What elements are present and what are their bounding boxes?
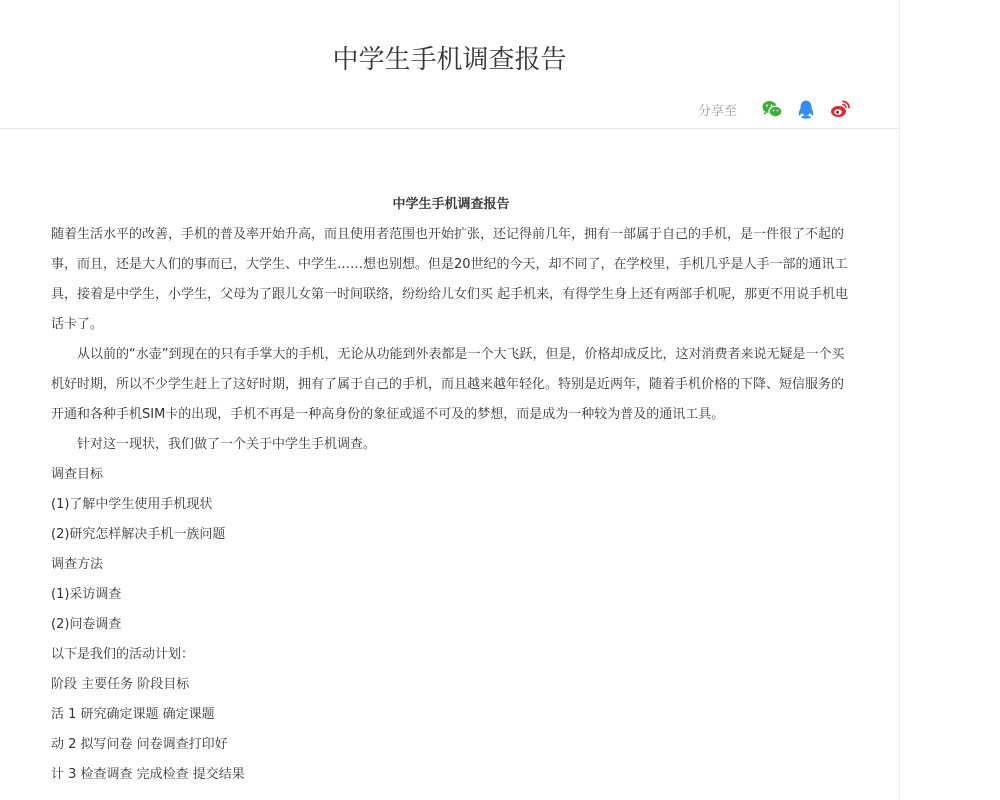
share-label: 分享至 — [697, 103, 737, 119]
article-paragraph: 随着生活水平的改善，手机的普及率开始升高，而且使用者范围也开始扩张，还记得前几年，拥有一部属于自己的手机，是一件很了不起的事，而且，还是大人们的事而已，大学生、中学生……想也别想。但是20世纪的今天，却不同了，在学校里，手机几乎是人手一部的通讯工具，接着是中学生，小学生，父母为了跟儿女第一时间联络，纷纷给儿女们买 起手机来，有得学生身上还有两部手机呢，那更不用说手机电话卡了。 — [51, 227, 849, 332]
article-title: 中学生手机调查报告 — [392, 197, 510, 212]
wechat-icon[interactable] — [761, 98, 783, 120]
article-content — [51, 190, 851, 790]
section-heading-goals: 调查目标 — [51, 467, 104, 482]
page-title: 中学生手机调查报告 — [332, 45, 567, 75]
list-item: (1)了解中学生使用手机现状 — [51, 497, 213, 512]
plan-row: 计 3 检查调查 完成检查 提交结果 — [51, 767, 245, 782]
weibo-icon[interactable] — [829, 98, 851, 120]
article-paragraph: 针对这一现状，我们做了一个关于中学生手机调查。 — [77, 437, 377, 452]
page-header — [0, 0, 899, 129]
list-item: (2)问卷调查 — [51, 617, 122, 632]
list-item: (1)采访调查 — [51, 587, 122, 602]
list-item: (2)研究怎样解决手机一族问题 — [51, 527, 226, 542]
plan-intro: 以下是我们的活动计划： — [51, 647, 195, 662]
plan-row: 活 1 研究确定课题 确定课题 — [51, 707, 215, 722]
qq-icon[interactable] — [795, 98, 817, 120]
article-paragraph: 从以前的“水壶”到现在的只有手掌大的手机，无论从功能到外表都是一个大飞跃，但是，价格却成反比，这对消费者来说无疑是一个买机好时期，所以不少学生赶上了这好时期，拥有了属于自己的手机，而且越来越年轻化。特别是近两年，随着手机价格的下降、短信服务的开通和各种手机SIM卡的出现，手机不再是一种高身份的象征或遥不可及的梦想，而是成为一种较为普及的通讯工具。 — [51, 347, 845, 422]
plan-row: 阶段 主要任务 阶段目标 — [51, 677, 190, 692]
share-bar — [698, 96, 851, 122]
section-heading-methods: 调查方法 — [51, 557, 104, 572]
plan-row: 动 2 拟写问卷 问卷调查打印好 — [51, 737, 228, 752]
